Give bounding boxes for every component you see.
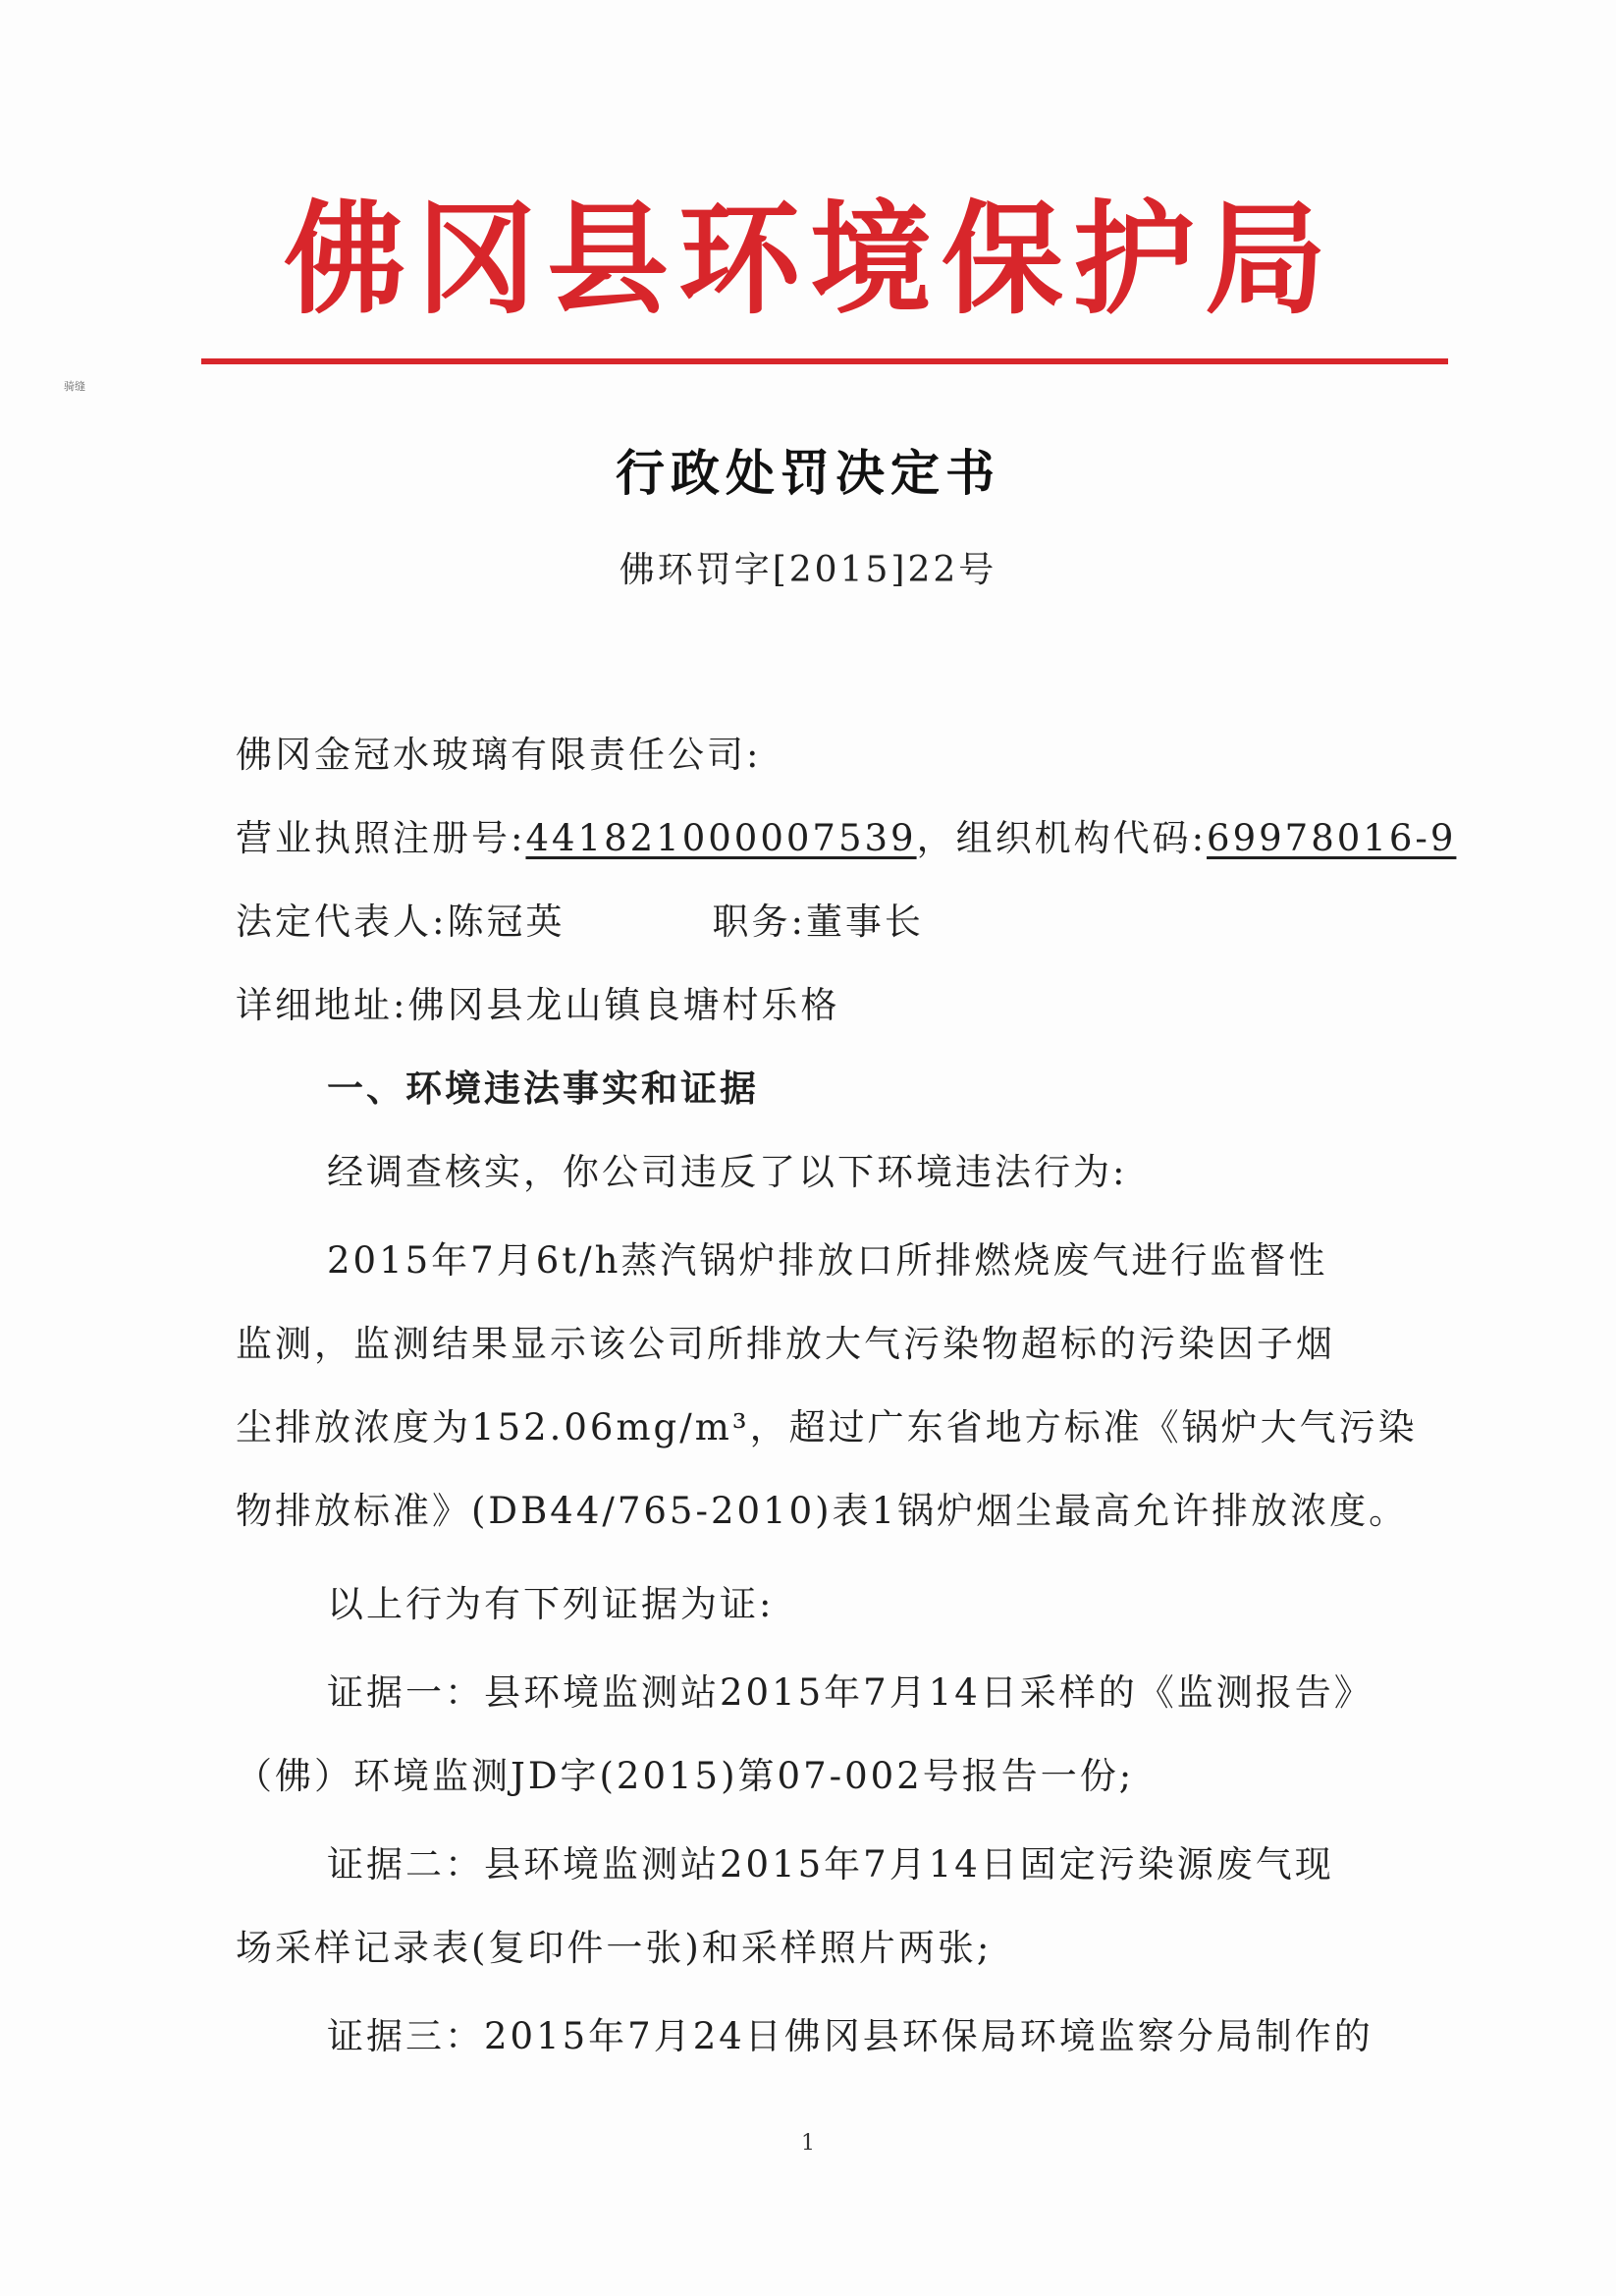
address-label: 详细地址: — [236, 984, 408, 1026]
paragraph-2-line: 尘排放浓度为152.06mg/m³，超过广东省地方标准《锅炉大气污染 — [236, 1406, 1418, 1449]
margin-seal-mark: 骑缝 — [64, 380, 85, 393]
org-code-label: ，组织机构代码: — [916, 817, 1208, 859]
letterhead-red-rule — [201, 358, 1448, 364]
paragraph-3: 以上行为有下列证据为证: — [327, 1583, 775, 1625]
legal-rep-name: 陈冠英 — [447, 901, 566, 943]
license-label: 营业执照注册号: — [236, 817, 526, 859]
paragraph-2-line: 监测，监测结果显示该公司所排放大气污染物超标的污染因子烟 — [236, 1323, 1335, 1365]
letterhead-org-name: 佛冈县环境保护局 — [283, 189, 1336, 331]
evidence-1-line: （佛）环境监测JD字(2015)第07-002号报告一份; — [236, 1755, 1135, 1797]
paragraph-2-line: 2015年7月6t/h蒸汽锅炉排放口所排燃烧废气进行监督性 — [327, 1239, 1328, 1282]
evidence-3-line: 证据三：2015年7月24日佛冈县环保局环境监察分局制作的 — [327, 2015, 1374, 2057]
legal-rep-label: 法定代表人: — [236, 901, 448, 943]
registration-line — [236, 808, 1456, 861]
document-number: 佛环罚字[2015]22号 — [619, 550, 997, 590]
license-number: 441821000007539 — [525, 817, 917, 859]
section1-heading: 一、环境违法事实和证据 — [327, 1066, 759, 1110]
address-value: 佛冈县龙山镇良塘村乐格 — [407, 984, 840, 1026]
page-number: 1 — [801, 2131, 815, 2156]
address-line — [236, 975, 839, 1028]
recipient-company: 佛冈金冠水玻璃有限责任公司: — [236, 734, 762, 776]
org-code: 69978016-9 — [1207, 817, 1457, 859]
document-title: 行政处罚决定书 — [616, 444, 1000, 502]
legal-rep-line — [236, 892, 924, 945]
evidence-2-line: 场采样记录表(复印件一张)和采样照片两张; — [236, 1927, 993, 1969]
evidence-2-line: 证据二：县环境监测站2015年7月14日固定污染源废气现 — [327, 1843, 1334, 1886]
evidence-1-line: 证据一：县环境监测站2015年7月14日采样的《监测报告》 — [327, 1671, 1374, 1714]
position-label: 职务: — [712, 901, 806, 943]
position-value: 董事长 — [805, 901, 924, 943]
paragraph-2-line: 物排放标准》(DB44/765-2010)表1锅炉烟尘最高允许排放浓度。 — [236, 1490, 1409, 1532]
paragraph-1: 经调查核实，你公司违反了以下环境违法行为: — [327, 1151, 1128, 1193]
